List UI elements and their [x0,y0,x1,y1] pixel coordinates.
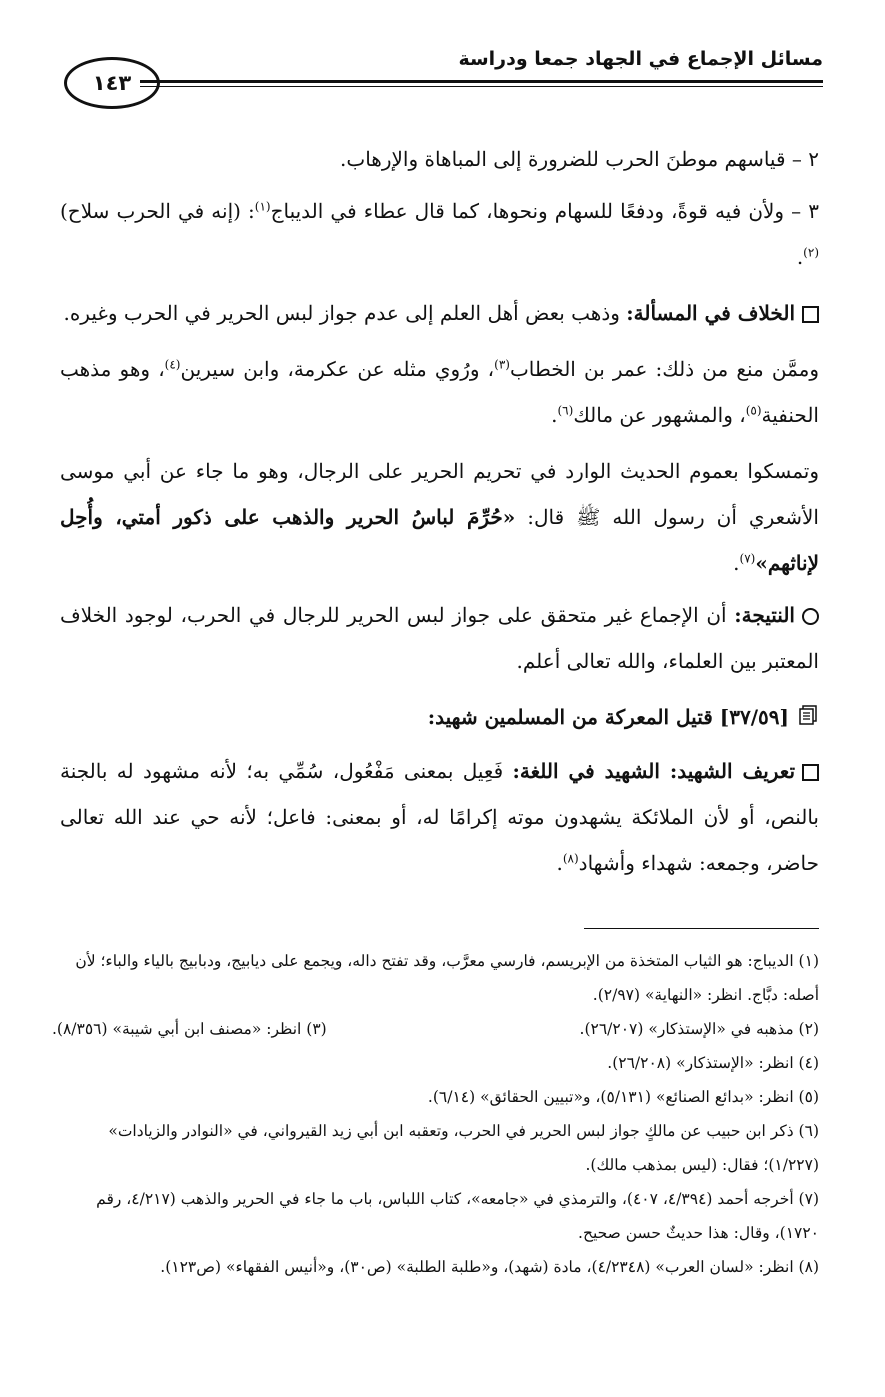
footnote-ref-7[interactable]: (٧) [739,551,756,566]
footnote-1: (١) الديباج: هو الثياب المتخذة من الإبريسم، فارسي معرَّب، وقد تفتح داله، ويجمع على ديابيج، ودبابيج بالياء والباء؛ لأن أصله: دبَّاج. انظر: «النهاية» (٢/٩٧). [75,952,819,1004]
footnote-5: (٥) انظر: «بدائع الصنائع» (٥/١٣١)، و«تبيين الحقائق» (٦/١٤). [427,1088,819,1106]
footnote-7: (٧) أخرجه أحمد (٤/٣٩٤، ٤٠٧)، والترمذي في «جامعه»، كتاب اللباس، باب ما جاء في الحرير والذهب (٤/٢١٧، رقم ١٧٢٠)، وقال: هذا حديثٌ حسن صحيح. [96,1190,819,1242]
paragraph-result: النتيجة: أن الإجماع غير متحقق على جواز لبس الحرير للرجال في الحرب، لوجود الخلاف المعتبر بين العلماء، والله تعالى أعلم. [60,603,819,673]
paragraph-point-3: ٣ – ولأن فيه قوةً، ودفعًا للسهام ونحوها، كما قال عطاء في الديباج$^{(١)}$: (إنه في الحرب سلاح)$^{(٢)}$. [60,199,819,269]
footnote-ref-1[interactable]: (١) [254,199,271,214]
square-bullet-icon [802,306,819,323]
footnote-2: (٢) مذهبه في «الإستذكار» (٢٦/٢٠٧). [579,1020,819,1038]
paragraph-disagreement: الخلاف في المسألة: وذهب بعض أهل العلم إلى عدم جواز لبس الحرير في الحرب وغيره. [60,290,819,336]
definition-label: تعريف الشهيد: الشهيد في اللغة: [512,758,796,783]
footnote-row-2-3 [52,1012,819,1046]
footnote-ref-2[interactable]: (٢) [803,245,819,260]
running-header-title: مسائل الإجماع في الجهاد جمعا ودراسة [458,48,823,70]
footnote-ref-6[interactable]: (٦) [557,403,574,418]
paragraph-opponents: وممَّن منع من ذلك: عمر بن الخطاب$^{(٣)}$، ورُوي مثله عن عكرمة، وابن سيرين$^{(٤)}$، وهو مذهب الحنفية$^{(٥)}$، والمشهور عن مالك$^{(٦)}$. [60,357,820,427]
paragraph-point-2: ٢ – قياسهم موطنَ الحرب للضرورة إلى المباهاة والإرهاب. [340,147,819,171]
page-number: ١٤٣ [64,57,160,109]
footnote-ref-3[interactable]: (٣) [494,357,510,372]
hadith-quote: «حُرِّمَ لباسُ الحرير والذهب على ذكور أمتي، وأُحِل لإناثهم» [60,505,819,575]
paragraph-shahid-definition: تعريف الشهيد: الشهيد في اللغة: فَعِيل بمعنى مَفْعُول، سُمِّي به؛ لأنه مشهود له بالجنة بالنص، أو لأن الملائكة يشهدون موته إكرامًا له، أو بمعنى: فاعل؛ لأنه حي عند الله تعالى حاضر، وجمعه: شهداء وأشهاد$^{(٨)}$. [60,758,819,875]
section-heading: [٣٧/٥٩] قتيل المعركة من المسلمين شهيد: [60,694,819,742]
footnote-6: (٦) ذكر ابن حبيب عن مالكٍ جواز لبس الحرير في الحرب، وتعقبه ابن أبي زيد القيرواني، في «النوادر والزيادات» (١/٢٢٧)؛ فقال: (ليس بمذهب مالك). [108,1122,819,1174]
main-text [60,136,819,892]
circle-bullet-icon [802,608,819,625]
footnotes [52,944,819,1284]
footnote-ref-8[interactable]: (٨) [562,850,579,865]
paragraph-hadith: وتمسكوا بعموم الحديث الوارد في تحريم الحرير على الرجال، وهو ما جاء عن أبي موسى الأشعري أن رسول الله ﷺ قال: «حُرِّمَ لباسُ الحرير والذهب على ذكور أمتي، وأُحِل لإناثهم»$^{(٧)}$. [60,459,819,575]
footnote-separator [584,928,819,929]
header-rule-thin [140,86,823,87]
header-rule [140,80,823,83]
footnote-3: (٣) انظر: «مصنف ابن أبي شيبة» (٨/٣٥٦). [52,1020,327,1038]
footnote-8: (٨) انظر: «لسان العرب» (٤/٢٣٤٨)، مادة (شهد)، و«طلبة الطلبة» (ص٣٠)، و«أنيس الفقهاء» (ص١٢٣). [160,1258,819,1276]
footnote-ref-4[interactable]: (٤) [164,357,181,372]
footnote-4: (٤) انظر: «الإستذكار» (٢٦/٢٠٨). [607,1054,819,1072]
document-icon [797,696,819,742]
result-label: النتيجة: [734,603,795,627]
disagreement-label: الخلاف في المسألة: [626,301,795,325]
footnote-ref-5[interactable]: (٥) [745,403,762,418]
square-bullet-icon [802,764,819,781]
